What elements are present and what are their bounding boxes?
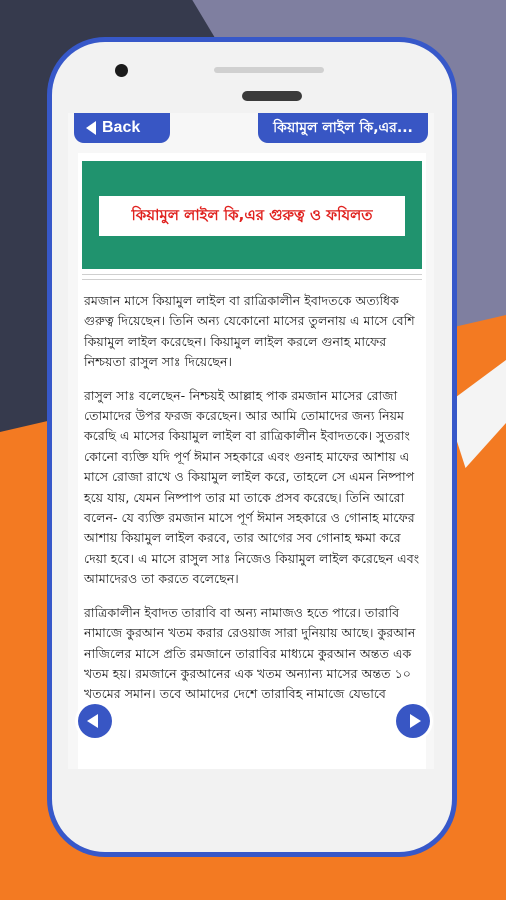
divider xyxy=(82,279,422,280)
back-button-label: Back xyxy=(102,119,141,136)
app-screen xyxy=(68,113,434,769)
article-paragraph: রাসুল সাঃ বলেছেন- নিশ্চয়ই আল্লাহ পাক রমজান মাসের রোজা তোমাদের উপর ফরজ করেছেন। আর আমি তোমাদের জন্য নিয়ম করেছি এ মাসের কিয়ামুল লাইল বা রাত্রিকালীন ইবাদতকে। সুতরাং কোনো ব্যক্তি যদি পূর্ণ ঈমান সহকারে এবং গুনাহ মাফের আশায় এ মাসে রোজা রাখে ও কিয়ামুল লাইল করে, তাহলে সে এমন নিষ্পাপ হয়ে যায়, যেমন নিষ্পাপ তার মা তাকে প্রসব করেছে। তিনি আরো বলেন- যে ব্যক্তি রমজান মাসে পূর্ণ ঈমান সহকারে ও গোনাহ মাফের আশায় কিয়ামুল লাইল করবে, তার আগের সব গোনাহ ক্ষমা করে দেয়া হবে। এ মাসে রাসুল সাঃ নিজেও কিয়ামুল লাইল করেছেন এবং আমাদেরও তা করতে বলেছেন। xyxy=(84,387,420,587)
chevron-right-icon xyxy=(410,714,421,728)
banner-heading: কিয়ামুল লাইল কি,এর গুরুত্ব ও ফযিলত xyxy=(99,196,405,236)
back-arrow-icon xyxy=(86,121,96,135)
divider xyxy=(82,274,422,275)
article-paragraph: রমজান মাসে কিয়ামুল লাইল বা রাত্রিকালীন ইবাদতকে অত্যধিক গুরুত্ব দিয়েছেন। তিনি অন্য যেকোনো মাসের তুলনায় এ মাসে বেশি কিয়ামুল লাইল করেছেন। কিয়ামুল লাইল করলে গুনাহ মাফের নিশ্চয়তা রাসুল সাঃ দিয়েছেন। xyxy=(84,293,415,370)
top-bar xyxy=(68,113,434,145)
page-title: কিয়ামুল লাইল কি,এর... xyxy=(258,113,428,143)
article-paragraph: রাত্রিকালীন ইবাদত তারাবি বা অন্য নামাজও হতে পারে। তারাবি নামাজে কুরআন খতম করার রেওয়াজ সারা দুনিয়ায় আছে। কুরআন নাজিলের মাসে প্রতি রমজানে তারাবির মাধ্যমে কুরআন অন্তত এক খতম হয়। রমজানে কুরআনের এক খতম অন্যান্য মাসের অন্তত ১০ খতমের সমান। তবে আমাদের দেশে তারাবিহ নামাজে যেভাবে xyxy=(84,604,416,702)
article-banner xyxy=(82,161,422,269)
proximity-sensor xyxy=(242,91,302,101)
camera-icon xyxy=(115,64,128,77)
chevron-left-icon xyxy=(87,714,98,728)
previous-page-button[interactable] xyxy=(78,704,112,738)
speaker-grille xyxy=(214,67,324,73)
next-page-button[interactable] xyxy=(396,704,430,738)
article-body xyxy=(84,291,422,718)
article-content[interactable] xyxy=(78,153,426,769)
back-button[interactable] xyxy=(74,113,170,143)
